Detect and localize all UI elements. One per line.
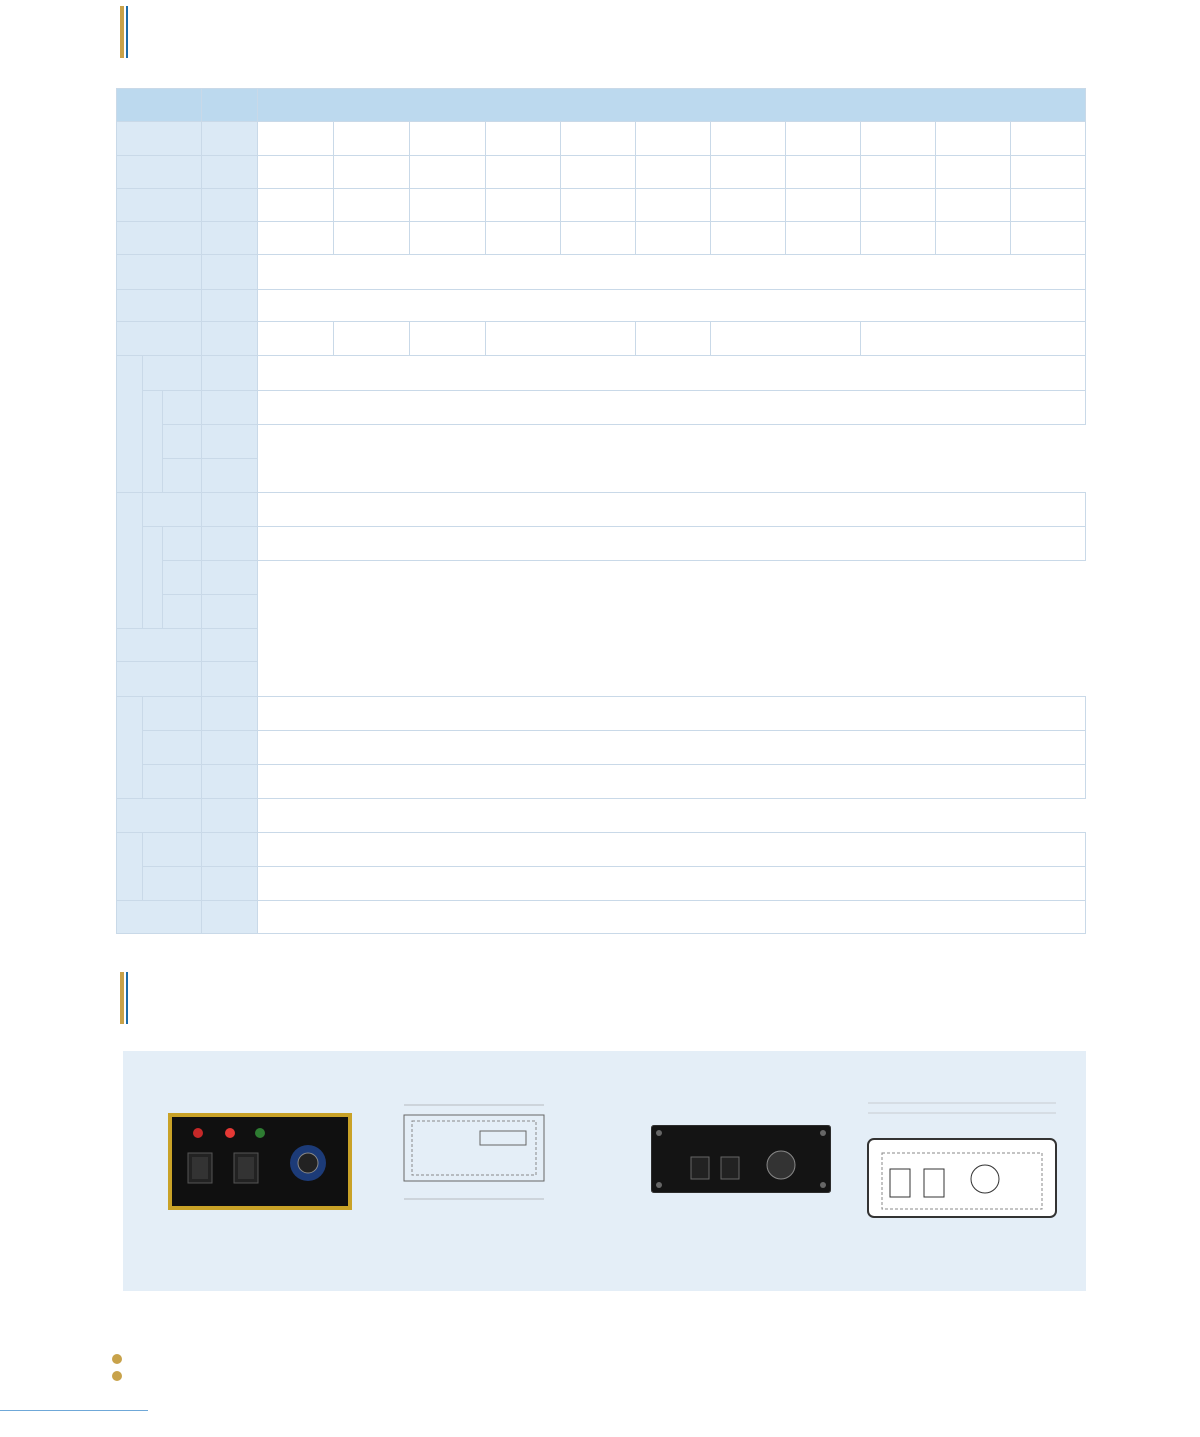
evap-type-value <box>258 356 1086 391</box>
unit-cell <box>202 662 258 697</box>
lp-switch-label <box>143 867 202 901</box>
cooling-value <box>636 222 711 255</box>
fresh-air-value <box>258 901 1086 934</box>
voltage-value <box>258 290 1086 322</box>
north-value <box>561 189 636 222</box>
unit-cell <box>202 189 258 222</box>
comp-temp-label <box>143 697 202 731</box>
cooling-label <box>117 222 202 255</box>
unit-cell <box>202 459 258 493</box>
unit-cell <box>202 867 258 901</box>
model-cell <box>1011 122 1086 156</box>
south-value <box>258 156 334 189</box>
cond-type-value <box>258 493 1086 527</box>
south-value <box>711 156 786 189</box>
mech-dimension-drawing <box>820 1095 1070 1240</box>
unit-cell <box>202 156 258 189</box>
model-cell <box>861 122 936 156</box>
safety-label <box>117 833 143 901</box>
airvol-label <box>143 765 202 799</box>
unit-cell <box>202 595 258 629</box>
north-value <box>861 189 936 222</box>
cooling-value <box>486 222 561 255</box>
south-label <box>117 156 202 189</box>
row-south <box>117 156 1086 189</box>
bullet-icon <box>112 1354 122 1364</box>
total-label <box>117 799 202 833</box>
evap-fan-type-value <box>258 391 1086 425</box>
north-value <box>711 189 786 222</box>
row-total <box>117 799 1086 833</box>
south-value <box>410 156 486 189</box>
model-cell <box>711 122 786 156</box>
unit-cell <box>202 425 258 459</box>
cooling-value <box>936 222 1011 255</box>
model-cell <box>786 122 861 156</box>
compressor-cell <box>334 322 410 356</box>
north-value <box>636 189 711 222</box>
evap-fan-label <box>143 391 163 493</box>
defrost-label <box>143 731 202 765</box>
airvol-value <box>258 765 1086 799</box>
item-header <box>117 89 202 122</box>
caution-cn <box>112 1351 126 1365</box>
evap-cur-label <box>163 459 202 493</box>
row-cooling <box>117 222 1086 255</box>
evap-type-label <box>143 356 202 391</box>
row-evap-air <box>117 425 1086 459</box>
weight-label <box>117 662 202 697</box>
row-evap-cur <box>117 459 1086 493</box>
cooling-value <box>861 222 936 255</box>
cnc-panel-photo <box>168 1113 352 1210</box>
fresh-air-label <box>117 901 202 934</box>
compressor-cell <box>258 322 334 356</box>
refrigerant-value <box>258 255 1086 290</box>
row-cond-cur <box>117 595 1086 629</box>
unit-header <box>202 89 258 122</box>
row-cond-air <box>117 561 1086 595</box>
compressor-cell <box>711 322 861 356</box>
cond-cur-label <box>163 595 202 629</box>
model-cell <box>561 122 636 156</box>
north-value <box>1011 189 1086 222</box>
evap-air-label <box>163 425 202 459</box>
model-cell <box>636 122 711 156</box>
tp-header <box>258 89 1086 122</box>
south-value <box>486 156 561 189</box>
south-value <box>1011 156 1086 189</box>
model-cell <box>486 122 561 156</box>
unit-cell <box>202 561 258 595</box>
defrost-value <box>258 731 1086 765</box>
unit-cell <box>202 833 258 867</box>
cooling-value <box>786 222 861 255</box>
north-value <box>258 189 334 222</box>
cooling-value <box>561 222 636 255</box>
cond-fan-type-label <box>163 527 202 561</box>
cooling-value <box>711 222 786 255</box>
control-system-label <box>117 697 143 799</box>
condenser-label <box>117 493 143 629</box>
compressor-label <box>117 322 202 356</box>
south-value <box>561 156 636 189</box>
unit-cell <box>202 731 258 765</box>
technical-parameter-table <box>116 88 1086 934</box>
cond-air-label <box>163 561 202 595</box>
cond-fan-type-value <box>258 527 1086 561</box>
section-accent-bar-blue <box>126 972 128 1024</box>
cnc-dimension-drawing <box>372 1097 582 1215</box>
cond-fan-label <box>143 527 163 629</box>
row-dims <box>117 629 1086 662</box>
north-value <box>936 189 1011 222</box>
compressor-cell <box>636 322 711 356</box>
hp-switch-value <box>258 833 1086 867</box>
cooling-value <box>1011 222 1086 255</box>
cooling-value <box>410 222 486 255</box>
caution-en <box>112 1370 126 1381</box>
dims-label <box>117 629 202 662</box>
unit-cell <box>202 799 258 833</box>
south-value <box>334 156 410 189</box>
model-cell <box>258 122 334 156</box>
voltage-label <box>117 290 202 322</box>
evap-fan-type-label <box>163 391 202 425</box>
unit-cell <box>202 697 258 731</box>
refrigerant-label <box>117 255 202 290</box>
unit-cell <box>202 629 258 662</box>
section-accent-bar-blue <box>126 6 128 58</box>
north-value <box>786 189 861 222</box>
bullet-icon <box>112 1371 122 1381</box>
section-accent-bar <box>120 972 124 1024</box>
compressor-cell <box>486 322 636 356</box>
south-value <box>786 156 861 189</box>
cooling-value <box>258 222 334 255</box>
compressor-cell <box>861 322 1086 356</box>
north-value <box>410 189 486 222</box>
cooling-value <box>334 222 410 255</box>
model-cell <box>334 122 410 156</box>
cond-type-label <box>143 493 202 527</box>
bottom-divider <box>0 1410 148 1411</box>
model-label <box>117 122 202 156</box>
mechanical-panel-photo <box>651 1125 831 1193</box>
model-cell <box>936 122 1011 156</box>
north-value <box>486 189 561 222</box>
model-cell <box>410 122 486 156</box>
comp-temp-value <box>258 697 1086 731</box>
row-north <box>117 189 1086 222</box>
section-accent-bar <box>120 6 124 58</box>
south-value <box>636 156 711 189</box>
north-value <box>334 189 410 222</box>
north-label <box>117 189 202 222</box>
compressor-cell <box>410 322 486 356</box>
south-value <box>861 156 936 189</box>
row-weight <box>117 662 1086 697</box>
south-value <box>936 156 1011 189</box>
evaporator-label <box>117 356 143 493</box>
hp-switch-label <box>143 833 202 867</box>
unit-cell <box>202 290 258 322</box>
lp-switch-value <box>258 867 1086 901</box>
unit-cell <box>202 222 258 255</box>
